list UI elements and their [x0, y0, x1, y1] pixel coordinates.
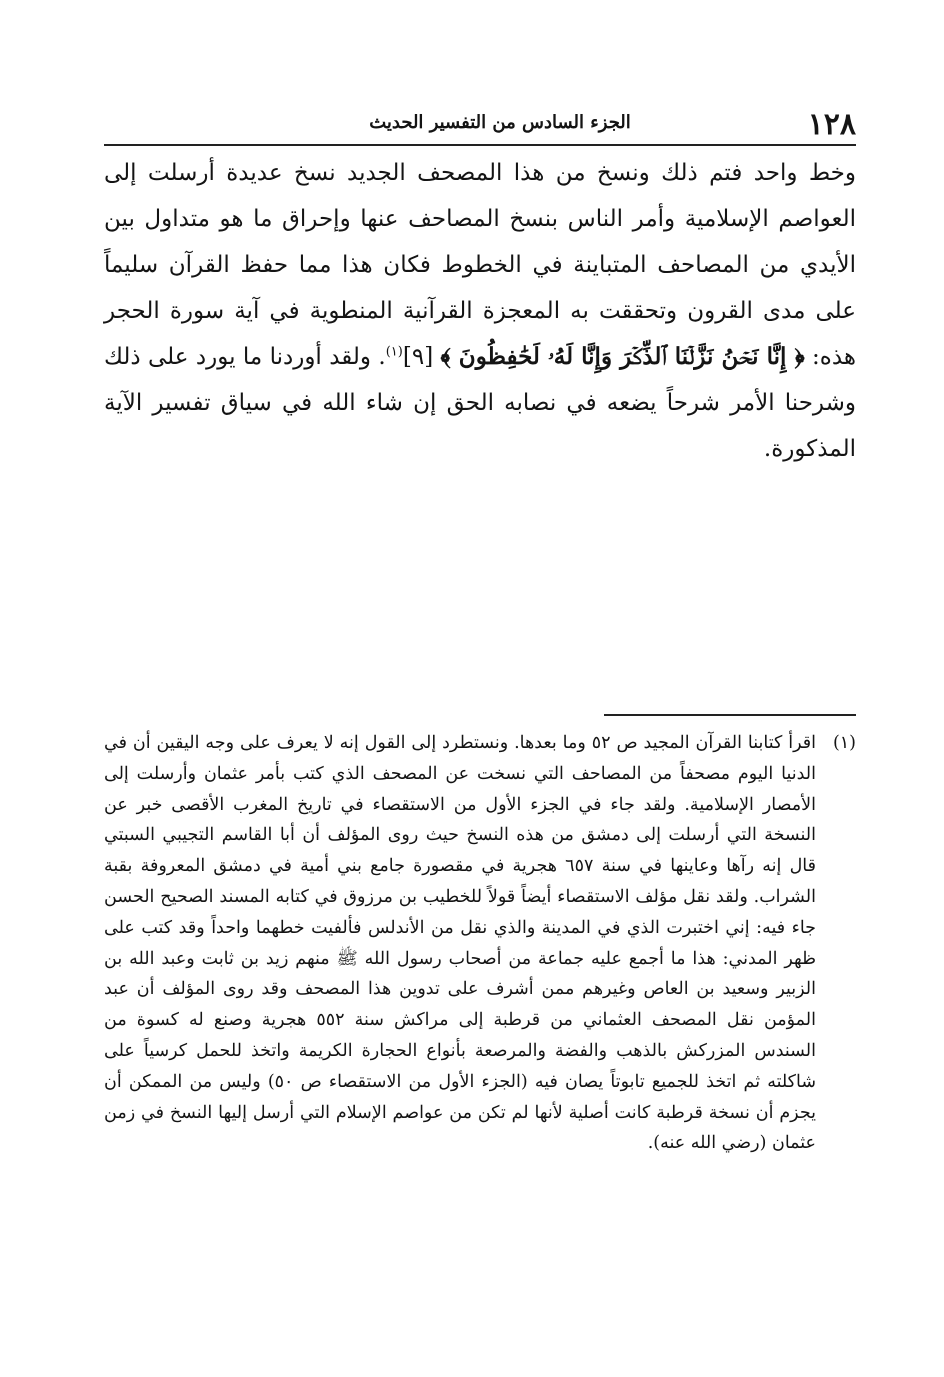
- footnote-marker: (١): [832, 733, 856, 753]
- body-text-after-quote: . ولقد أوردنا ما يورد على ذلك وشرحنا الأمر شرحاً يضعه في نصابه الحق إن شاء الله في سياق تفسير الآية المذكورة.: [104, 344, 856, 462]
- header-divider: [104, 144, 856, 146]
- running-title: الجزء السادس من التفسير الحديث: [369, 112, 631, 133]
- footnote-reference: (١): [385, 344, 403, 360]
- body-text-before-quote: وخط واحد فتم ذلك ونسخ من هذا المصحف الجديد نسخ عديدة أرسلت إلى العواصم الإسلامية وأمر الناس بنسخ المصاحف عنها وإحراق ما هو متداول بين الأيدي من المصاحف المتباينة في الخطوط فكان هذا مما حفظ القرآن سليماً على مدى القرون وتحققت به المعجزة القرآنية المنطوية في آية سورة الحجر هذه:: [104, 160, 857, 370]
- body-paragraph: [104, 150, 856, 472]
- footnotes-section: [104, 728, 856, 1159]
- verse-number: [٩]: [402, 344, 434, 370]
- footnote-divider: [604, 714, 856, 716]
- footnote-text: اقرأ كتابنا القرآن المجيد ص ٥٢ وما بعدها. ونستطرد إلى القول إنه لا يعرف على وجه اليقين أن في الدنيا اليوم مصحفاً من المصاحف التي نسخت عن المصحف الذي كتب بأمر عثمان وأرسلت إلى الأمصار الإسلامية. ولقد جاء في الجزء الأول من الاستقصاء في تاريخ المغرب الأقصى خبر عن النسخة التي أرسلت إلى دمشق من هذه النسخ حيث روى المؤلف أن أبا القاسم التجيبي السبتي قال إنه رآها وعاينها في سنة ٦٥٧ هجرية في مقصورة جامع بني أمية في دمشق المعروفة بقبة الشراب. ولقد نقل مؤلف الاستقصاء أيضاً قولاً للخطيب بن مرزوق في كتابه المسند الصحيح الحسن جاء فيه: إني اختبرت الذي في المدينة والذي نقل من الأندلس فألفيت خطهما واحداً وقد كتب على ظهر المدني: هذا ما أجمع عليه جماعة من أصحاب رسول الله ﷺ منهم زيد بن ثابت وعبد الله بن الزبير وسعيد بن العاص وغيرهم ممن أشرف على تدوين هذا المصحف وقد روى المؤلف أن عبد المؤمن نقل المصحف العثماني من قرطبة إلى مراكش سنة ٥٥٢ هجرية وصنع له كسوة من السندس المزركش بالذهب والفضة والمرصعة بأنواع الحجارة الكريمة واتخذ للحمل كرسياً على شاكلته ثم اتخذ للجميع تابوتاً يصان فيه (الجزء الأول من الاستقصاء ص ٥٠) وليس من الممكن أن يجزم أن نسخة قرطبة كانت أصلية لأنها لم تكن من عواصم الإسلام التي أرسل إليها النسخ في زمن عثمان (رضي الله عنه).: [104, 733, 816, 1154]
- footnote: [104, 728, 856, 1159]
- page-number: ١٢٨: [807, 107, 856, 142]
- running-header: [104, 104, 856, 144]
- quran-verse: ﴿ إِنَّا نَحۡنُ نَزَّلۡنَا ٱلذِّكۡرَ وَإِنَّا لَهُۥ لَحَٰفِظُونَ ﴾: [440, 343, 805, 370]
- main-text: [104, 150, 856, 472]
